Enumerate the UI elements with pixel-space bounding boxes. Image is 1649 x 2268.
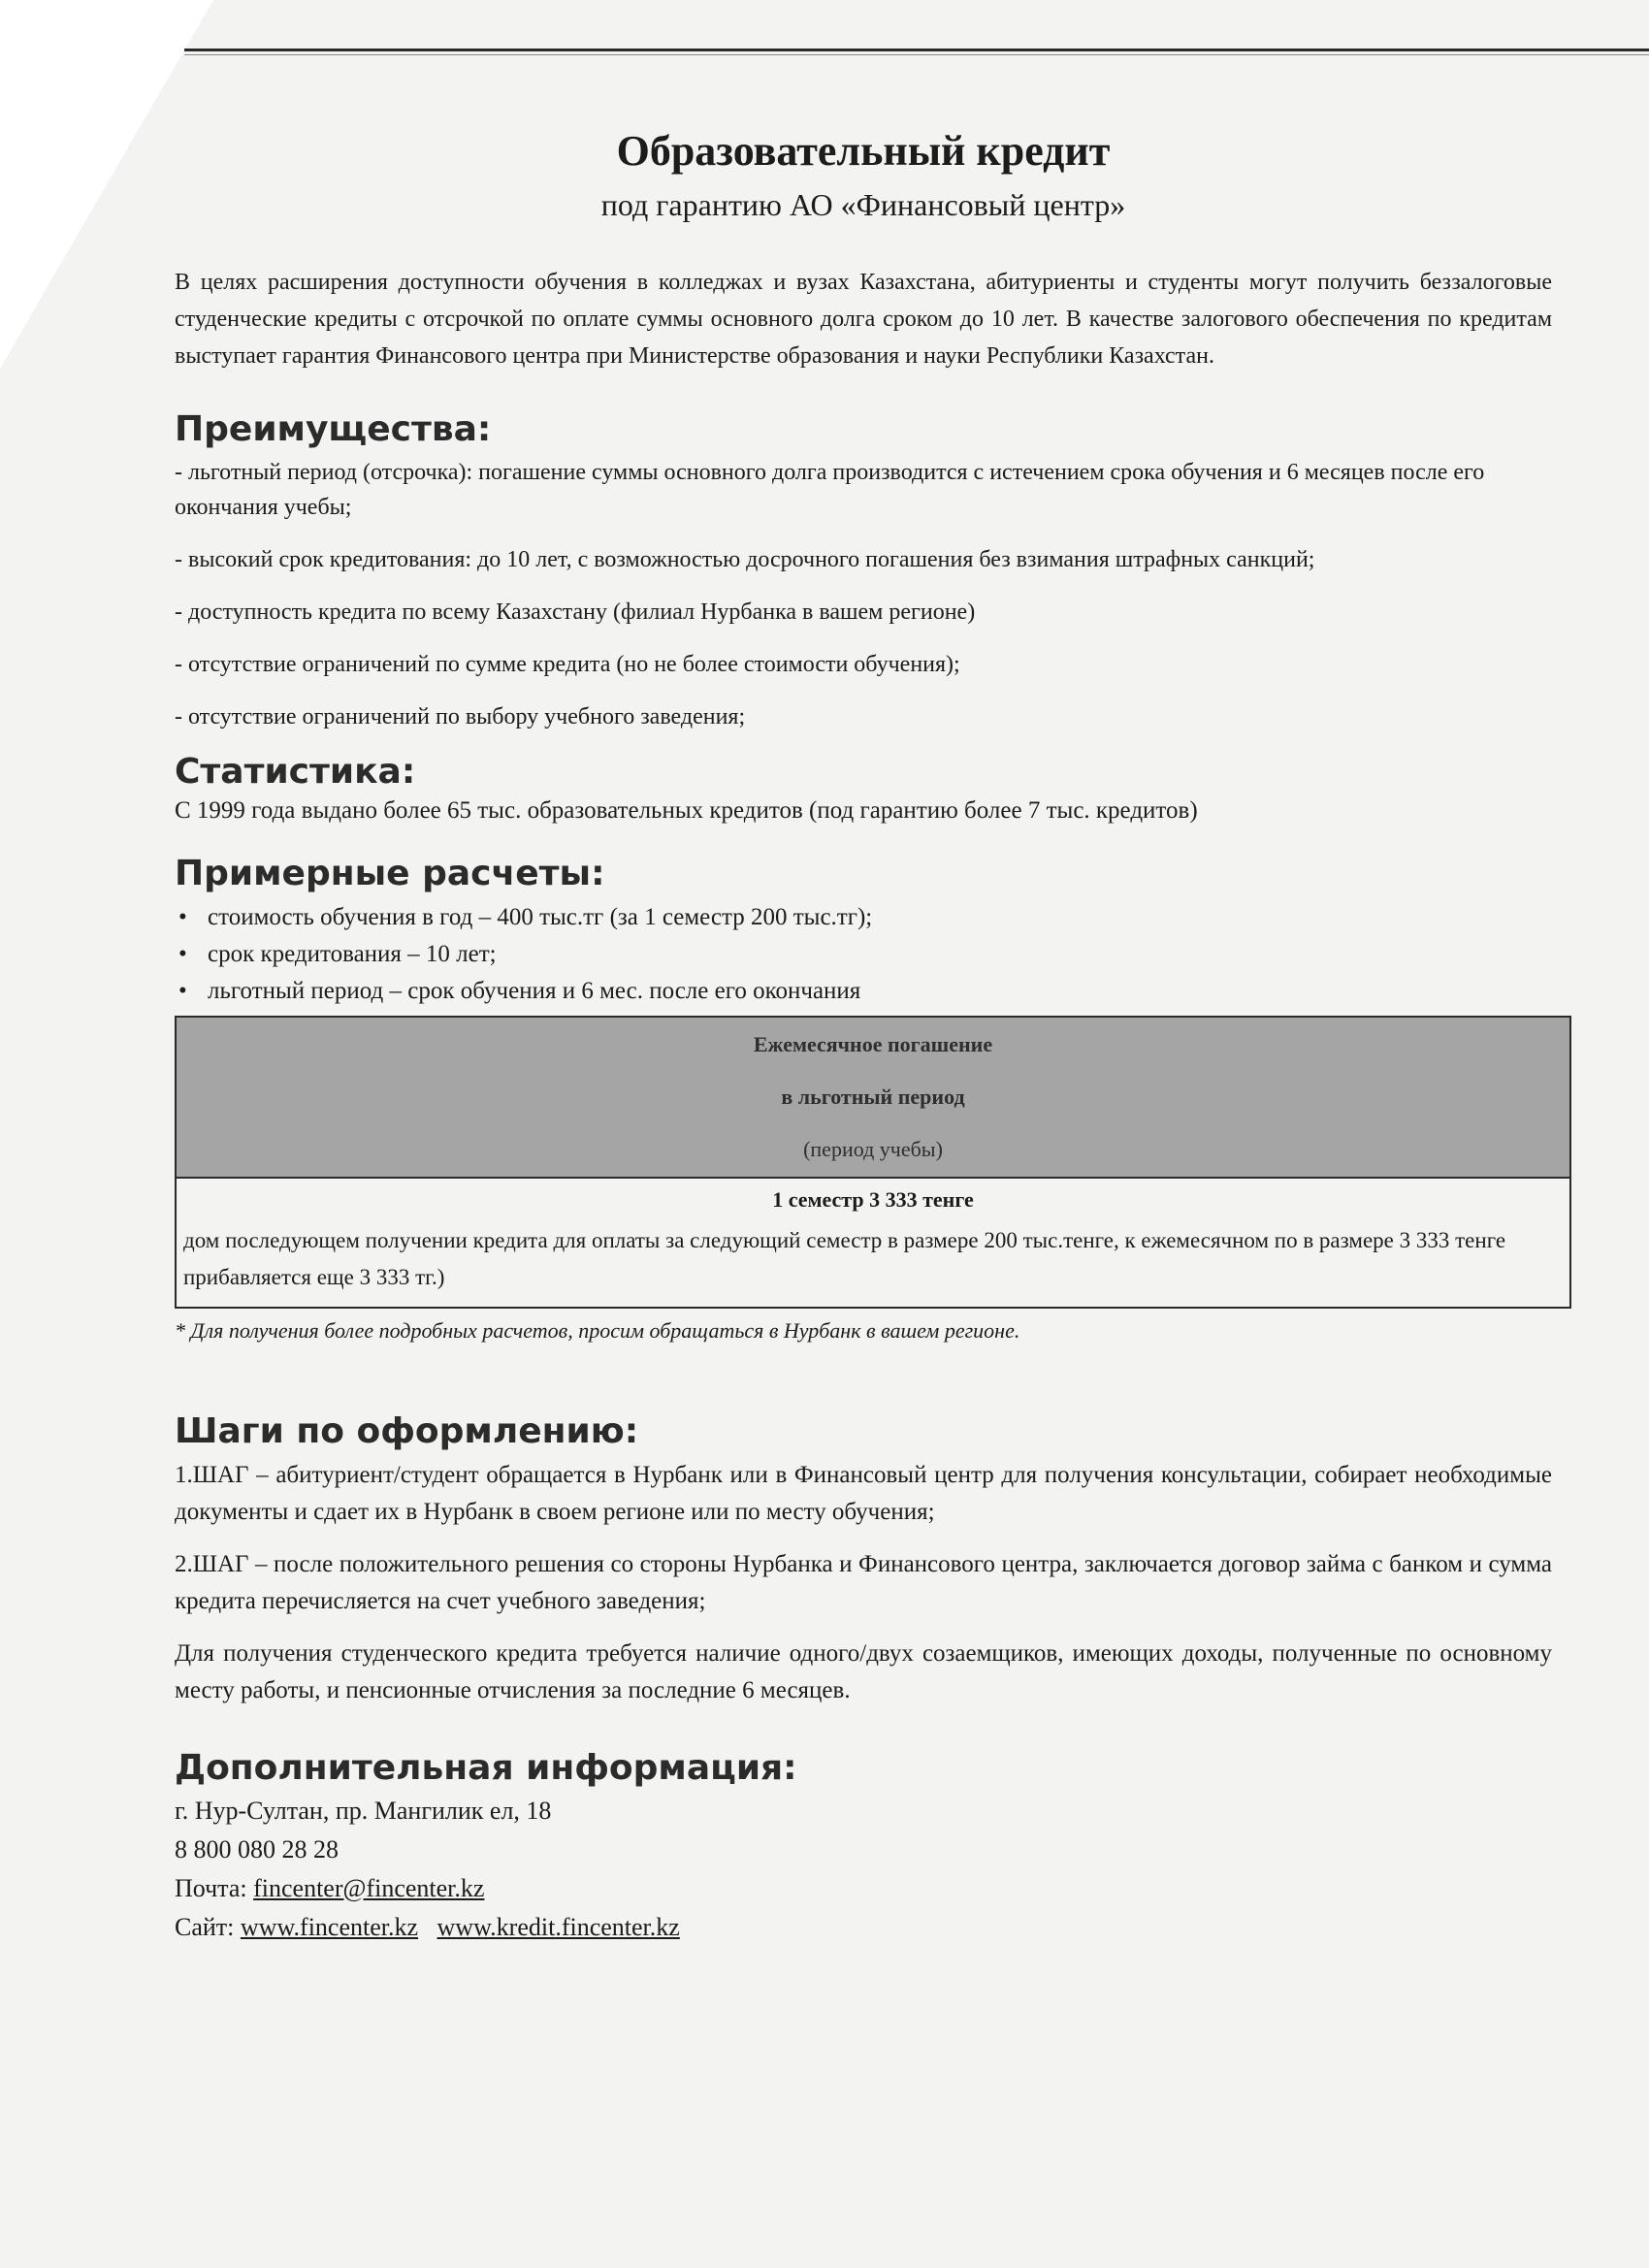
calculation-bullet: • срок кредитования – 10 лет; xyxy=(175,936,1552,973)
calculation-bullet: • льготный период – срок обучения и 6 мес. после его окончания xyxy=(175,973,1552,1010)
advantage-item: - отсутствие ограничений по выбору учебного заведения; xyxy=(175,704,746,729)
payment-table-body xyxy=(176,1178,1570,1308)
advantage-item: - льготный период (отсрочка): погашение суммы основного долга производится с истечением срока обучения и 6 месяцев после его окончания учебы; xyxy=(175,460,1485,520)
page-subtitle: под гарантию АО «Финансовый центр» xyxy=(600,187,1126,222)
site-label: Сайт: xyxy=(175,1913,235,1941)
contact-email-row xyxy=(175,1869,1552,1908)
footnote: * Для получения более подробных расчетов, просим обращаться в Нурбанк в вашем регионе. xyxy=(175,1318,1020,1343)
document-page xyxy=(175,126,1552,1947)
top-rule-thin xyxy=(184,54,1649,55)
contact-phone: 8 800 080 28 28 xyxy=(175,1835,339,1863)
calculations-list xyxy=(175,899,1552,1010)
advantage-item: - высокий срок кредитования: до 10 лет, с возможностью досрочного погашения без взимания штрафных санкций; xyxy=(175,547,1315,572)
contact-address: г. Нур-Султан, пр. Мангилик ел, 18 xyxy=(175,1797,552,1825)
advantages-heading: Преимущества: xyxy=(175,409,492,449)
statistics-text: С 1999 года выдано более 65 тыс. образовательных кредитов (под гарантию более 7 тыс. кредитов) xyxy=(175,797,1198,824)
intro-paragraph: В целях расширения доступности обучения в колледжах и вузах Казахстана, абитуриенты и студенты могут получить беззалоговые студенческие кредиты с отсрочкой по оплате суммы основного долга сроком до 10 лет. В качестве залогового обеспечения по кредитам выступает гарантия Финансового центра при Министерстве образования и науки Республики Казахстан. xyxy=(175,270,1552,369)
step-item: Для получения студенческого кредита требуется наличие одного/двух созаемщиков, имеющих доходы, полученные по основному месту работы, и пенсионные отчисления за последние 6 месяцев. xyxy=(175,1640,1552,1703)
steps-heading: Шаги по оформлению: xyxy=(175,1411,639,1451)
calculations-heading: Примерные расчеты: xyxy=(175,854,605,893)
payment-table-header xyxy=(176,1017,1570,1178)
page-title: Образовательный кредит xyxy=(616,127,1111,175)
payment-table xyxy=(175,1016,1571,1309)
contacts-heading: Дополнительная информация: xyxy=(175,1748,797,1788)
advantages-list xyxy=(175,455,1552,734)
site-link[interactable]: www.fincenter.kz xyxy=(240,1913,419,1941)
table-header-line: (период учебы) xyxy=(803,1137,943,1161)
steps-section xyxy=(175,1411,1552,1709)
payment-value: 1 семестр 3 333 тенге xyxy=(772,1187,974,1212)
top-rule xyxy=(184,49,1649,51)
contact-site-row xyxy=(175,1908,1552,1947)
step-item: 2.ШАГ – после положительного решения со стороны Нурбанка и Финансового центра, заключается договор займа с банком и сумма кредита перечисляется на счет учебного заведения; xyxy=(175,1551,1552,1614)
advantage-item: - доступность кредита по всему Казахстану (филиал Нурбанка в вашем регионе) xyxy=(175,599,976,625)
site-link[interactable]: www.kredit.fincenter.kz xyxy=(436,1913,680,1941)
table-header-line: в льготный период xyxy=(781,1085,965,1109)
step-item: 1.ШАГ – абитуриент/студент обращается в Нурбанк или в Финансовый центр для получения консультации, собирает необходимые документы и сдает их в Нурбанк в своем регионе или по месту обучения; xyxy=(175,1462,1552,1525)
payment-note: дом последующем получении кредита для оплаты за следующий семестр в размере 200 тыс.тенге, к ежемесячном по в размере 3 333 тенге прибавляется еще 3 333 тг.) xyxy=(183,1228,1506,1289)
email-label: Почта: xyxy=(175,1874,247,1902)
advantage-item: - отсутствие ограничений по сумме кредита (но не более стоимости обучения); xyxy=(175,652,960,677)
statistics-heading: Статистика: xyxy=(175,752,416,792)
email-link[interactable]: fincenter@fincenter.kz xyxy=(253,1874,485,1902)
contacts-section xyxy=(175,1748,1552,1947)
table-header-line: Ежемесячное погашение xyxy=(753,1032,993,1056)
calculation-bullet: • стоимость обучения в год – 400 тыс.тг (за 1 семестр 200 тыс.тг); xyxy=(175,899,1552,936)
